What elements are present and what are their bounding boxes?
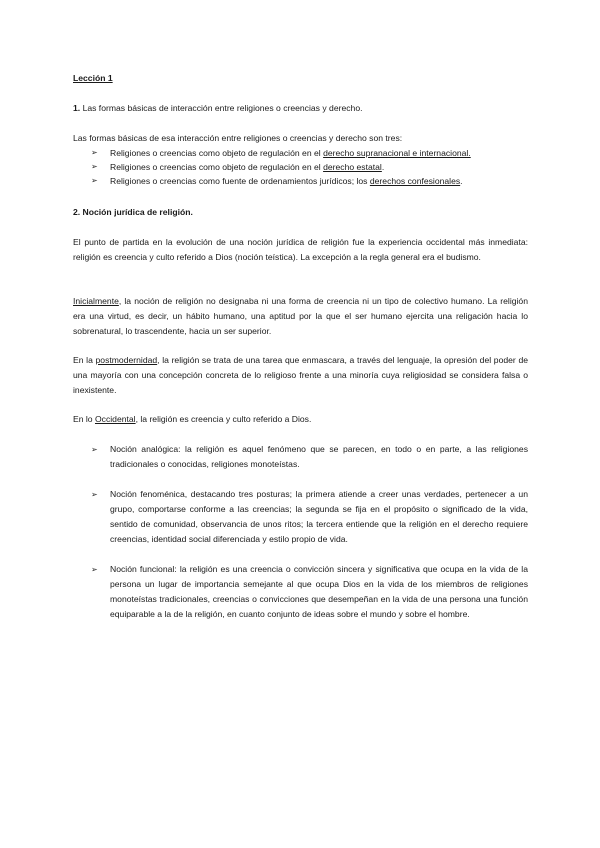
link-derecho-supranacional: derecho supranacional e internacional. [323,148,471,158]
arrow-bullet-icon: ➢ [91,176,98,185]
section-2-paragraph-2: Inicialmente, la noción de religión no designaba ni una forma de creencia ni un tipo de colectivo humano. La religión era una virtud, es decir, un hábito humano, una aptitud por la que el ser humano ejercita una religación hacia lo sobrenatural, lo trascendente, hacia un ser superior. [73,296,528,336]
list-item: ➢ Religiones o creencias como fuente de ordenamientos jurídicos; los derechos confesionales. [91,176,463,186]
arrow-bullet-icon: ➢ [91,490,98,499]
list-item: ➢ Religiones o creencias como objeto de regulación en el derecho estatal. [91,162,385,172]
section-2-paragraph-3: En la postmodernidad, la religión se trata de una tarea que enmascara, a través del lenguaje, la opresión del poder de una mayoría con una concepción concreta de lo religioso frente a una minoría cuya religiosidad se considera falsa o inexistente. [73,355,528,395]
notion-fenomenica: ➢ Noción fenoménica, destacando tres posturas; la primera atiende a creer unas verdades, pertenecer a un grupo, comportarse conforme a las creencias; la segunda se fija en el propósito o significado de la vida, sentido de comunidad, observancia de unos ritos; la tercera entiende que la religión en el derecho requiere creencias, identidad social diferenciada y estilo propio de vida. [91,489,528,544]
arrow-bullet-icon: ➢ [91,148,98,157]
notion-analogica: ➢ Noción analógica: la religión es aquel fenómeno que se parecen, en todo o en parte, a las religiones tradicionales o conocidas, religiones monoteístas. [91,444,528,469]
section-1-heading: 1. Las formas básicas de interacción entre religiones o creencias y derecho. [73,103,363,113]
arrow-bullet-icon: ➢ [91,162,98,171]
list-item: ➢ Religiones o creencias como objeto de regulación en el derecho supranacional e internacional. [91,148,471,158]
arrow-bullet-icon: ➢ [91,445,98,454]
section-2-heading: 2. Noción jurídica de religión. [73,207,193,217]
arrow-bullet-icon: ➢ [91,565,98,574]
section-1-intro: Las formas básicas de esa interacción entre religiones o creencias y derecho son tres: [73,133,403,143]
section-2-paragraph-1: El punto de partida en la evolución de una noción jurídica de religión fue la experiencia occidental más inmediata: religión es creencia y culto referido a Dios (noción teística). La excepción a la regla general era el budismo. [73,237,528,262]
section-2-paragraph-4: En lo Occidental, la religión es creencia y culto referido a Dios. [73,414,312,424]
notion-funcional: ➢ Noción funcional: la religión es una creencia o convicción sincera y significativa que ocupa en la vida de la persona un lugar de importancia semejante al que ocupa Dios en la vida de los miembros de religiones monoteístas tradicionales, creencias o convicciones que desempeñan en la vida de una persona una función equiparable a la de la religión, en cuanto conjunto de ideas sobre el mundo y sobre el hombre. [91,564,528,619]
link-derechos-confesionales: derechos confesionales [369,176,461,186]
link-derecho-estatal: derecho estatal [323,162,382,172]
lesson-title: Lección 1 [73,73,113,83]
section-1-list [91,146,528,188]
